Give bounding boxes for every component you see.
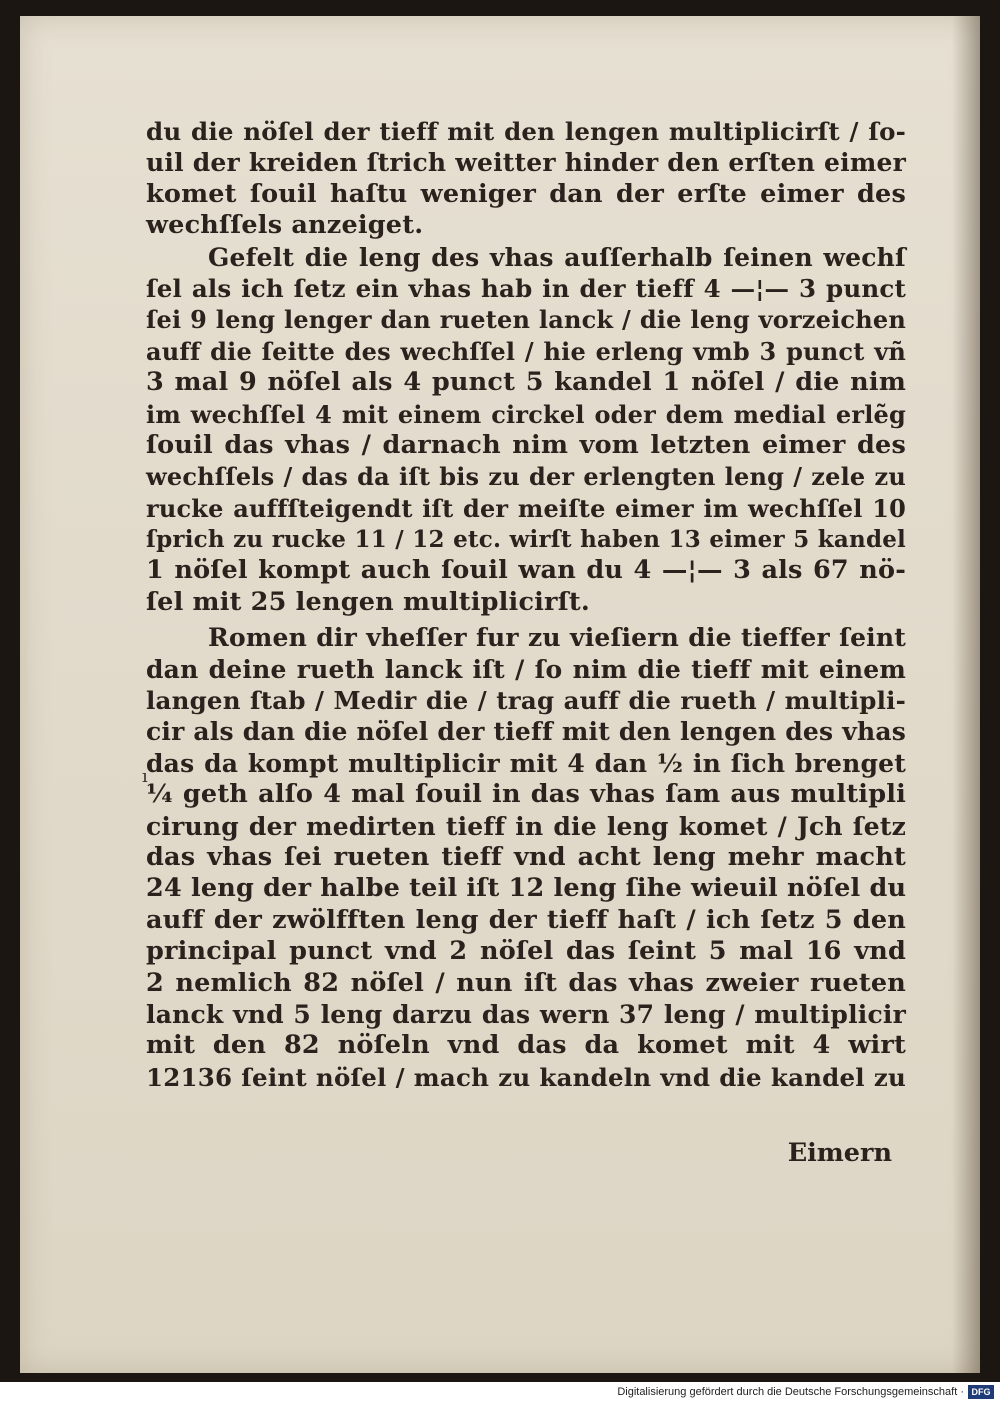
text-line: im wechſſel 4 mit einem circkel oder dem medial erlẽg (146, 399, 906, 429)
text-line: ſel als ich ſetz ein vhas hab in der tieff 4 —¦— 3 punct (146, 273, 906, 303)
text-line: 24 leng der halbe teil iſt 12 leng ſihe wieuil nöſel du (146, 873, 907, 904)
text-line: du die nöſel der tieff mit den lengen multiplicirſt / ſo- (146, 117, 906, 146)
text-line: dan deine rueth lanck iſt / ſo nim die tieff mit einem (146, 654, 906, 684)
text-line: wechſſels anzeiget. (146, 210, 424, 241)
paragraph-3 (146, 622, 906, 1093)
text-line: ſprich zu rucke 11 / 12 etc. wirſt haben 13 eimer 5 kandel (146, 526, 906, 554)
paragraph-1 (146, 116, 906, 242)
text-line: 3 mal 9 nöſel als 4 punct 5 kandel 1 nöſel / die nim (146, 367, 906, 398)
text-line: ſel mit 25 lengen multiplicirſt. (146, 586, 590, 617)
text-line: cirung der medirten tieff in die leng komet / Jch ſetz (146, 811, 906, 841)
text-line: ſouil das vhas / darnach nim vom letzten eimer des (146, 429, 906, 460)
text-line: cir als dan die nöſel der tieff mit den lengen des vhas (146, 717, 906, 747)
dfg-logo: DFG (968, 1385, 994, 1399)
catchword: Eimern (787, 1138, 892, 1168)
text-line: ¼ geth alſo 4 mal ſouil in das vhas ſam aus multipli (146, 779, 906, 810)
page-text (146, 116, 906, 1093)
text-line: Gefelt die leng des vhas auſſerhalb ſeinen wechſ (208, 242, 906, 272)
text-line: uil der kreiden ſtrich weitter hinder den erſten eimer (146, 148, 906, 178)
text-line: wechſſels / das da iſt bis zu der erlengten leng / zele zu (146, 462, 906, 492)
text-line: das vhas ſei rueten tieff vnd acht leng mehr macht (146, 841, 906, 872)
text-line: 2 nemlich 82 nöſel / nun iſt das vhas zweier rueten (146, 967, 906, 998)
funding-notice: Digitalisierung gefördert durch die Deutsche Forschungsgemeinschaft · (617, 1386, 964, 1398)
text-line: principal punct vnd 2 nöſel das ſeint 5 mal 16 vnd (146, 936, 906, 967)
text-line: Romen dir vheſſer fur zu vieſiern die tieffer ſeint (208, 623, 906, 653)
digitization-footer (0, 1382, 1000, 1404)
text-line: das da kompt multiplicir mit 4 dan ½ in ſich brenget (146, 748, 906, 778)
margin-tick-mark: ı (142, 766, 148, 787)
text-line: langen ſtab / Medir die / trag auff die rueth / multipli- (146, 686, 906, 716)
text-line: auff der zwölfften leng der tieff haſt / ich ſetz 5 den (146, 904, 906, 935)
text-line: ſei 9 leng lenger dan rueten lanck / die leng vorzeichen (146, 305, 906, 335)
text-line: 1 nöſel kompt auch ſouil wan du 4 —¦— 3 als 67 nö- (146, 555, 906, 586)
gutter-shadow (952, 16, 980, 1373)
text-line: rucke auffſteigendt iſt der meiſte eimer im wechſſel 10 (146, 493, 906, 523)
text-line: 12136 ſeint nöſel / mach zu kandeln vnd die kandel zu (146, 1062, 906, 1092)
text-line: komet ſouil haſtu weniger dan der erſte eimer des (146, 178, 906, 209)
text-line: mit den 82 nöſeln vnd das da komet mit 4 wirt (146, 1030, 906, 1061)
paragraph-2 (146, 242, 906, 619)
text-line: auff die ſeitte des wechſſel / hie erleng vmb 3 punct vñ (146, 336, 906, 366)
text-line: lanck vnd 5 leng darzu das wern 37 leng / multiplicir (146, 999, 906, 1029)
